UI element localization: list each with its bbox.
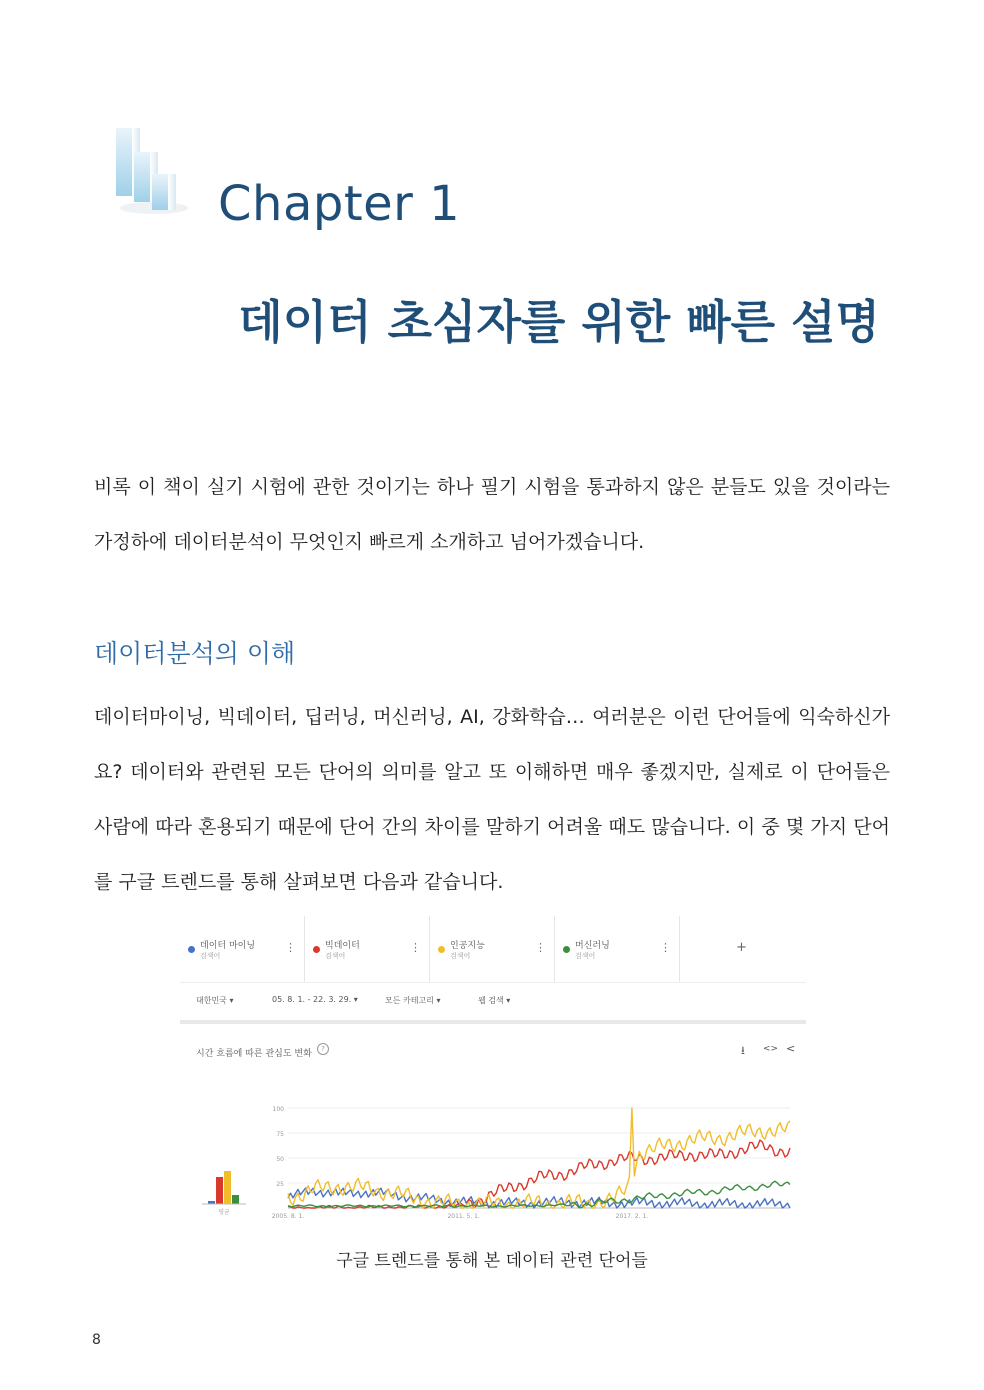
- search-type-filter[interactable]: 웹 검색 ▾: [478, 996, 511, 1005]
- y-tick-label: 75: [276, 1131, 284, 1138]
- period-filter[interactable]: 05. 8. 1. - 22. 3. 29. ▾: [272, 995, 358, 1004]
- term-type: 검색어: [575, 952, 596, 960]
- intro-paragraph: 비록 이 책이 실기 시험에 관한 것이기는 하나 필기 시험을 통과하지 않은 분들도 있을 것이라는 가정하에 데이터분석이 무엇인지 빠르게 소개하고 넘어가겠습니다.: [94, 476, 890, 553]
- y-tick-label: 100: [272, 1106, 284, 1113]
- average-label: 평균: [218, 1209, 230, 1216]
- help-icon[interactable]: ?: [317, 1043, 329, 1055]
- term-card[interactable]: [180, 916, 305, 982]
- term-type: 검색어: [325, 952, 346, 960]
- term-type: 검색어: [200, 952, 221, 960]
- category-filter[interactable]: 모든 카테고리 ▾: [385, 996, 441, 1005]
- term-color-dot: [438, 946, 445, 953]
- term-card[interactable]: [430, 916, 555, 982]
- term-name: 머신러닝: [575, 941, 610, 951]
- bar-chart-icon: [112, 122, 192, 222]
- more-options-icon[interactable]: ⋮: [410, 941, 421, 954]
- more-options-icon[interactable]: ⋮: [660, 941, 671, 954]
- average-bar: [232, 1195, 239, 1204]
- term-card[interactable]: [555, 916, 680, 982]
- share-icon[interactable]: <: [786, 1042, 796, 1055]
- average-bar: [224, 1171, 231, 1204]
- page-number: 8: [92, 1332, 101, 1348]
- section-heading: 데이터분석의 이해: [94, 639, 296, 668]
- more-options-icon[interactable]: ⋮: [285, 941, 296, 954]
- term-color-dot: [313, 946, 320, 953]
- more-options-icon[interactable]: ⋮: [535, 941, 546, 954]
- chart-card: [180, 1020, 806, 1226]
- term-type: 검색어: [450, 952, 471, 960]
- chapter-label: Chapter 1: [218, 176, 461, 232]
- chart-title: 시간 흐름에 따른 관심도 변화: [196, 1049, 312, 1059]
- add-term-icon[interactable]: +: [736, 940, 747, 955]
- trends-figure: [180, 916, 806, 1222]
- x-tick-label: 2017. 2. 1.: [615, 1213, 649, 1220]
- average-bar: [216, 1177, 223, 1204]
- term-color-dot: [563, 946, 570, 953]
- filter-row: [180, 982, 806, 1022]
- region-filter[interactable]: 대한민국 ▾: [196, 996, 234, 1005]
- term-name: 인공지능: [450, 941, 485, 951]
- y-tick-label: 25: [276, 1181, 284, 1188]
- figure-caption: 구글 트렌드를 통해 본 데이터 관련 단어들: [336, 1251, 648, 1271]
- download-icon[interactable]: ⭳: [741, 1044, 745, 1057]
- term-card[interactable]: [305, 916, 430, 982]
- chapter-title: 데이터 초심자를 위한 빠른 설명: [238, 295, 880, 349]
- term-color-dot: [188, 946, 195, 953]
- embed-icon[interactable]: <>: [763, 1044, 779, 1054]
- trends-chart: [180, 1024, 806, 1226]
- x-tick-label: 2005. 8. 1.: [271, 1213, 305, 1220]
- term-name: 데이터 마이닝: [200, 941, 256, 951]
- term-name: 빅데이터: [325, 941, 360, 951]
- body-paragraph: 데이터마이닝, 빅데이터, 딥러닝, 머신러닝, AI, 강화학습… 여러분은 이런 단어들에 익숙하신가요? 데이터와 관련된 모든 단어의 의미를 알고 또 이해하면 매우 좋겠지만, 실제로 이 단어들은 사람에 따라 혼용되기 때문에 단어 간의 차이를 말하기 어려울 때도 많습니다. 이 중 몇 가지 단어를 구글 트렌드를 통해 살펴보면 다음과 같습니다.: [94, 706, 890, 893]
- x-tick-label: 2011. 5. 1.: [447, 1213, 480, 1220]
- y-tick-label: 50: [276, 1156, 284, 1163]
